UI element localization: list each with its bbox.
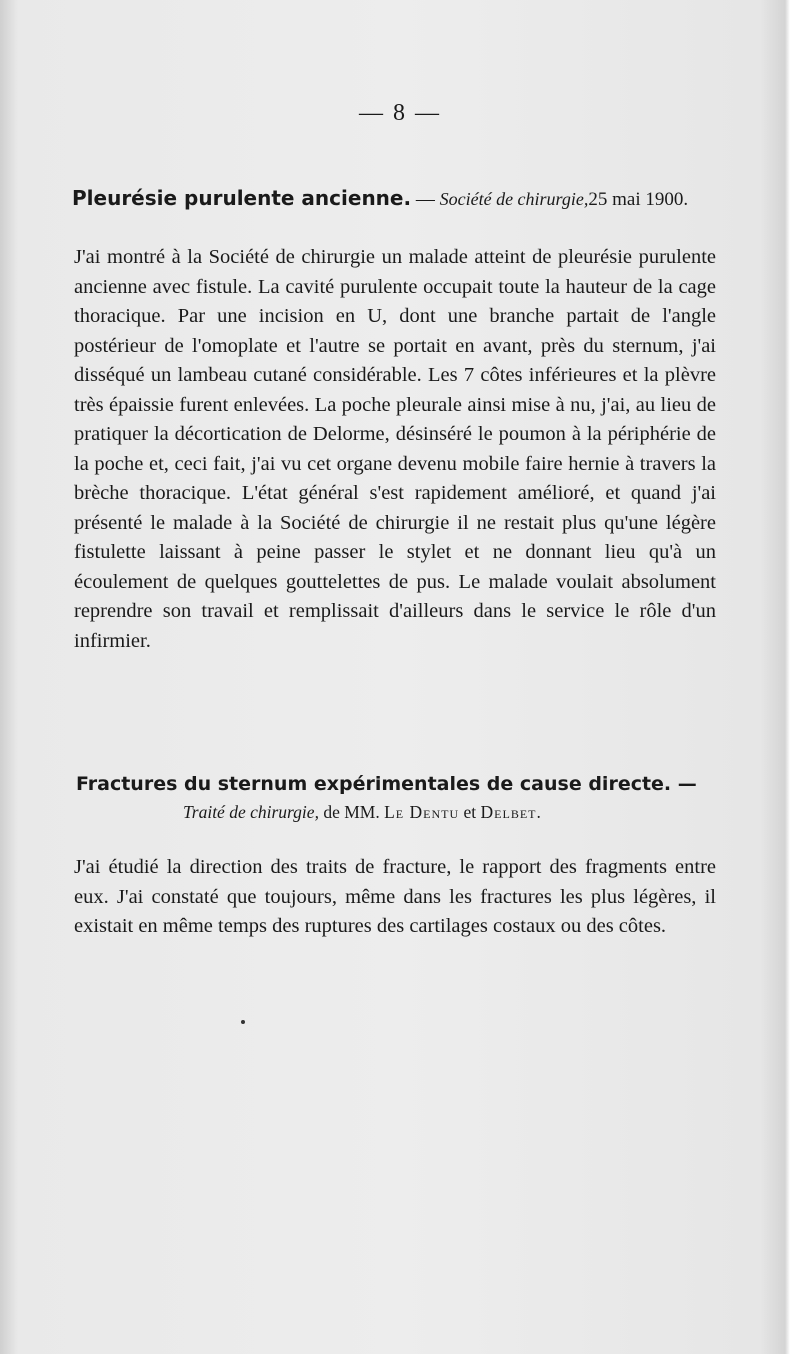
show-through-texture [80, 150, 720, 172]
body-paragraph-fractures: J'ai étudié la direction des traits de fracture, le rapport des fragments entre eux. J'ai constaté que toujours, même dans les fractures les plus légères, il existait en même temps des ruptures des cartilages costaux ou des côtes. [74, 856, 716, 937]
heading-dash: — [411, 189, 440, 210]
citation-and: et [459, 802, 481, 822]
source-society: Société de chirurgie, [439, 189, 589, 209]
citation-author-2: Delbet. [480, 802, 542, 822]
body-paragraph-pleuresie: J'ai montré à la Société de chirurgie un malade atteint de pleurésie purulente ancienne avec fistule. La cavité purulente occupait toute la hauteur de la cage thoracique. Par une incision en U, dont une branche partait de l'angle postérieur de l'omoplate et l'autre se portait en avant, près du sternum, j'ai disséqué un lambeau cutané considérable. Les 7 côtes inférieures et la plèvre très épaissie furent enlevées. La poche pleurale ainsi mise à nu, j'ai, au lieu de pratiquer la décortication de Delorme, désinséré le poumon à la périphérie de la poche et, ceci fait, j'ai vu cet organe devenu mobile faire hernie à travers la brèche thoracique. L'état général s'est rapidement amélioré, et quand j'ai présenté le malade à la Société de chirurgie il ne restait plus qu'une légère fistulette laissant à peine passer le stylet et ne donnant lieu qu'à un écoulement de quelques gouttelettes de pus. Le malade voulait absolument reprendre son travail et remplissait d'ailleurs dans le service le rôle d'un infirmier. [74, 246, 716, 652]
source-date: 25 mai 1900. [588, 189, 689, 210]
citation-author-1: Le Dentu [384, 802, 460, 822]
citation-connector: de MM. [318, 802, 385, 822]
citation-line [183, 802, 643, 823]
page-number: — 8 — [359, 100, 441, 126]
section-heading-pleuresie [72, 186, 722, 211]
section-title: Pleurésie purulente ancienne. [72, 186, 412, 210]
ink-speck [241, 1020, 245, 1024]
section-heading-fractures: Fractures du sternum expérimentales de cause directe. — [76, 773, 697, 795]
citation-work: Traité de chirurgie, [183, 802, 319, 822]
